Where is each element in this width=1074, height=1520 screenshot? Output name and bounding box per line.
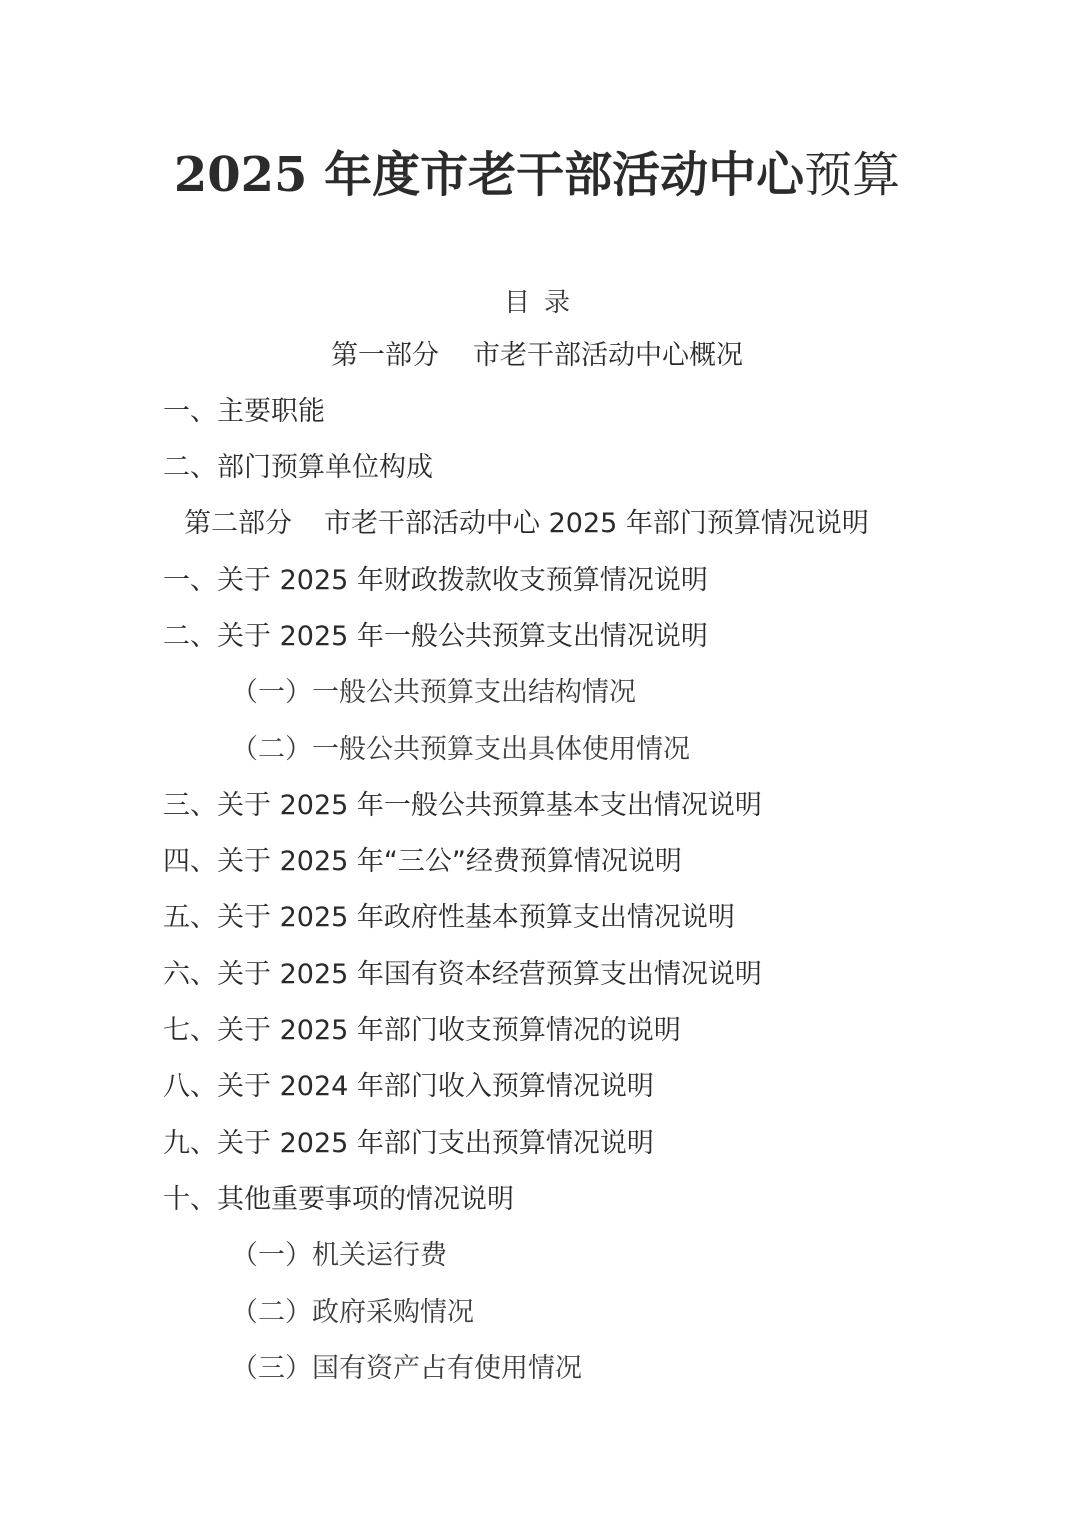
toc-subitem: （二）一般公共预算支出具体使用情况 — [231, 734, 690, 765]
title-main: 2025 年度市老干部活动中心 — [173, 147, 805, 203]
toc-subitem: （三）国有资产占有使用情况 — [231, 1353, 582, 1384]
toc-item: 一、关于 2025 年财政拨款收支预算情况说明 — [163, 565, 708, 596]
toc-item: 七、关于 2025 年部门收支预算情况的说明 — [163, 1015, 681, 1046]
toc-item: 六、关于 2025 年国有资本经营预算支出情况说明 — [163, 959, 762, 990]
toc-item: 三、关于 2025 年一般公共预算基本支出情况说明 — [163, 790, 762, 821]
toc-item: 九、关于 2025 年部门支出预算情况说明 — [163, 1128, 654, 1159]
toc-heading: 目录 — [503, 288, 584, 318]
part1-label: 第一部分 — [331, 340, 439, 371]
toc-item: 一、主要职能 — [163, 396, 325, 427]
toc-item: 五、关于 2025 年政府性基本预算支出情况说明 — [163, 902, 735, 933]
toc-item: 十、其他重要事项的情况说明 — [163, 1184, 514, 1215]
document-title — [0, 136, 1074, 205]
toc-item: 二、部门预算单位构成 — [163, 452, 433, 483]
part2-name: 市老干部活动中心 2025 年部门预算情况说明 — [324, 508, 869, 539]
toc-item: 二、关于 2025 年一般公共预算支出情况说明 — [163, 621, 708, 652]
toc-subitem: （一）一般公共预算支出结构情况 — [231, 677, 636, 708]
part1-name: 市老干部活动中心概况 — [473, 340, 743, 371]
toc-subitem: （一）机关运行费 — [231, 1240, 447, 1271]
toc-part2-heading — [184, 506, 869, 542]
toc-subitem: （二）政府采购情况 — [231, 1297, 474, 1328]
toc-item: 八、关于 2024 年部门收入预算情况说明 — [163, 1071, 654, 1102]
part2-label: 第二部分 — [184, 508, 292, 539]
toc-part1-heading — [0, 338, 1074, 374]
toc-item: 四、关于 2025 年“三公”经费预算情况说明 — [163, 846, 682, 877]
title-suffix: 预算 — [804, 147, 901, 203]
